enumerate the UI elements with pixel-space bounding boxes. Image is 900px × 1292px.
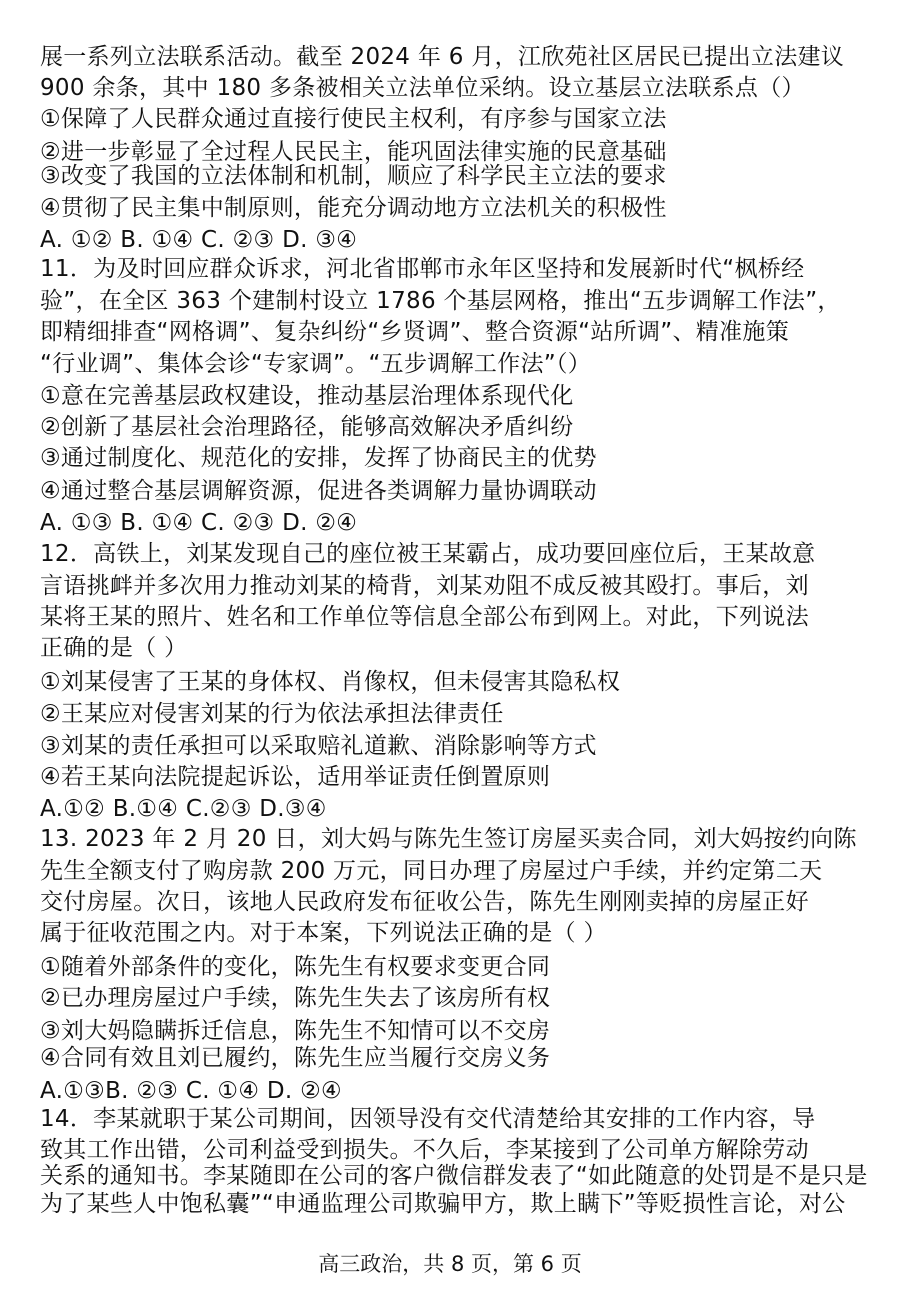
text-line: ④贯彻了民主集中制原则，能充分调动地方立法机关的积极性 bbox=[40, 195, 667, 221]
question-12: 12．高铁上，刘某发现自己的座位被王某霸占，成功要回座位后，王某故意 bbox=[40, 541, 816, 567]
text-line: 验”，在全区 363 个建制村设立 1786 个基层网格，推出“五步调解工作法”， bbox=[40, 288, 841, 314]
text-line: ①刘某侵害了王某的身体权、肖像权，但未侵害其隐私权 bbox=[40, 669, 621, 695]
text-line: 言语挑衅并多次用力推动刘某的椅背，刘某劝阻不成反被其殴打。事后，刘 bbox=[40, 573, 809, 599]
text-line: ④通过整合基层调解资源，促进各类调解力量协调联动 bbox=[40, 478, 597, 504]
page-footer: 高三政治，共 8 页，第 6 页 bbox=[318, 1252, 582, 1276]
text-line: 为了某些人中饱私囊”“申通监理公司欺骗甲方，欺上瞒下”等贬损性言论，对公 bbox=[40, 1191, 846, 1217]
question-11: 11．为及时回应群众诉求，河北省邯郸市永年区坚持和发展新时代“枫桥经 bbox=[40, 256, 805, 282]
text-line: ①随着外部条件的变化，陈先生有权要求变更合同 bbox=[40, 954, 551, 980]
text-line: ②已办理房屋过户手续，陈先生失去了该房所有权 bbox=[40, 985, 551, 1011]
text-line: 展一系列立法联系活动。截至 2024 年 6 月，江欣苑社区居民已提出立法建议 bbox=[40, 44, 845, 70]
answer-options: A. ①③ B. ①④ C. ②③ D. ②④ bbox=[40, 510, 358, 536]
text-line: 致其工作出错，公司利益受到损失。不久后，李某接到了公司单方解除劳动 bbox=[40, 1137, 809, 1163]
text-line: 即精细排查“网格调”、复杂纠纷“乡贤调”、整合资源“站所调”、精准施策 bbox=[40, 319, 789, 345]
text-line: ③改变了我国的立法体制和机制，顺应了科学民主立法的要求 bbox=[40, 163, 667, 189]
text-line: ②进一步彰显了全过程人民民主，能巩固法律实施的民意基础 bbox=[40, 139, 667, 165]
question-13: 13. 2023 年 2 月 20 日，刘大妈与陈先生签订房屋买卖合同，刘大妈按约向陈 bbox=[40, 826, 857, 852]
text-line: 属于征收范围之内。对于本案，下列说法正确的是（ ） bbox=[40, 920, 607, 946]
text-line: ④若王某向法院提起诉讼，适用举证责任倒置原则 bbox=[40, 764, 551, 790]
text-line: ③刘大妈隐瞒拆迁信息，陈先生不知情可以不交房 bbox=[40, 1018, 551, 1044]
text-line: ③通过制度化、规范化的安排，发挥了协商民主的优势 bbox=[40, 445, 597, 471]
text-line: ①意在完善基层政权建设，推动基层治理体系现代化 bbox=[40, 383, 574, 409]
text-line: ②王某应对侵害刘某的行为依法承担法律责任 bbox=[40, 701, 504, 727]
answer-options: A.①② B.①④ C.②③ D.③④ bbox=[40, 796, 327, 822]
answer-options: A.①③B. ②③ C. ①④ D. ②④ bbox=[40, 1078, 342, 1104]
text-line: 关系的通知书。李某随即在公司的客户微信群发表了“如此随意的处罚是不是只是 bbox=[40, 1163, 868, 1189]
text-line: 900 余条，其中 180 多条被相关立法单位采纳。设立基层立法联系点（） bbox=[40, 75, 805, 101]
text-line: 正确的是（ ） bbox=[40, 635, 188, 661]
text-line: ③刘某的责任承担可以采取赔礼道歉、消除影响等方式 bbox=[40, 733, 597, 759]
text-line: ②创新了基层社会治理路径，能够高效解决矛盾纠纷 bbox=[40, 414, 574, 440]
text-line: ①保障了人民群众通过直接行使民主权利，有序参与国家立法 bbox=[40, 106, 667, 132]
question-14: 14．李某就职于某公司期间，因领导没有交代清楚给其安排的工作内容，导 bbox=[40, 1106, 816, 1132]
answer-options: A. ①② B. ①④ C. ②③ D. ③④ bbox=[40, 227, 358, 253]
text-line: ④合同有效且刘已履约，陈先生应当履行交房义务 bbox=[40, 1045, 551, 1071]
text-line: 某将王某的照片、姓名和工作单位等信息全部公布到网上。对此，下列说法 bbox=[40, 604, 809, 630]
text-line: 先生全额支付了购房款 200 万元，同日办理了房屋过户手续，并约定第二天 bbox=[40, 858, 823, 884]
text-line: “行业调”、集体会诊“专家调”。“五步调解工作法”（） bbox=[40, 351, 592, 377]
text-line: 交付房屋。次日，该地人民政府发布征收公告，陈先生刚刚卖掉的房屋正好 bbox=[40, 889, 809, 915]
